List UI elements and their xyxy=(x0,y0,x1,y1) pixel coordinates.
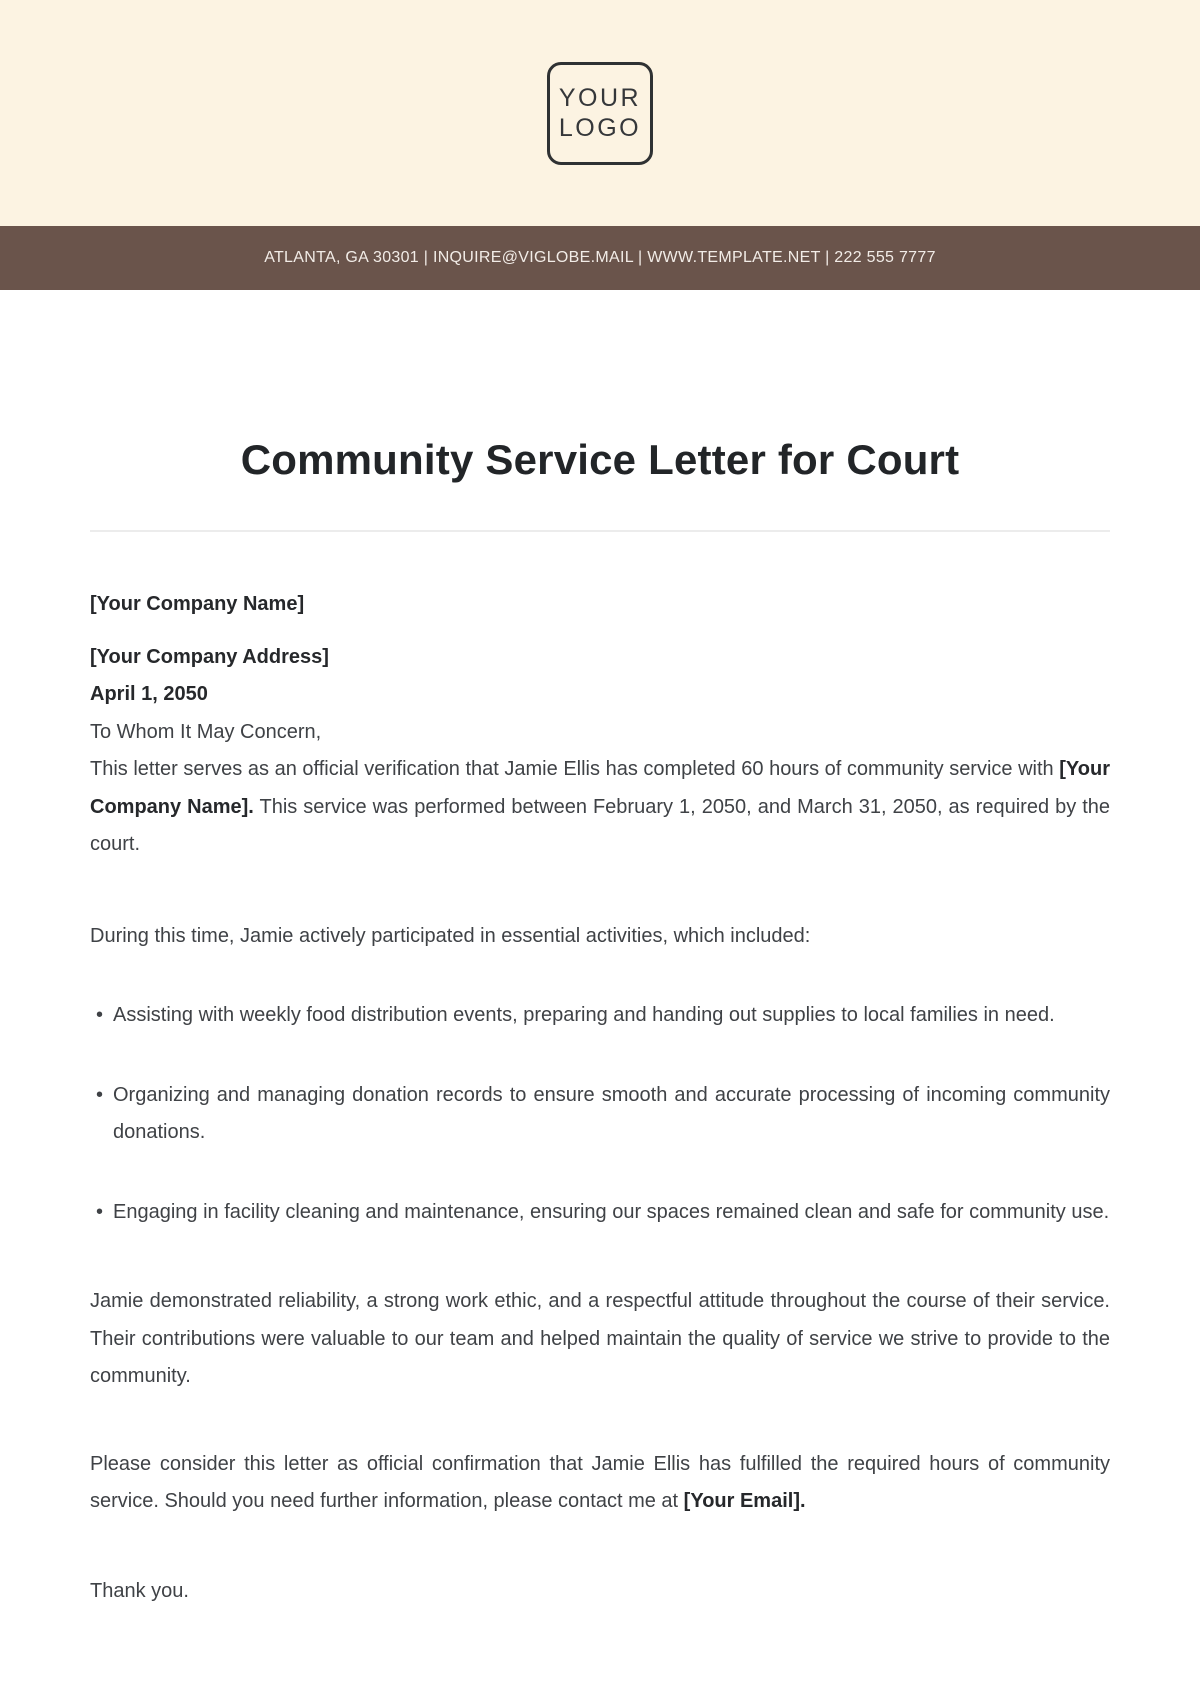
paragraph-confirmation-text: Please consider this letter as official confirmation that Jamie Ellis has fulfilled the required hours of community service. Should you need further information, please contact me at xyxy=(90,1452,1110,1512)
list-item xyxy=(90,1194,1110,1232)
logo xyxy=(547,62,653,165)
activity-item-text: Organizing and managing donation records to ensure smooth and accurate processing of incoming community donations. xyxy=(113,1083,1110,1143)
contact-info-text: ATLANTA, GA 30301 | INQUIRE@VIGLOBE.MAIL | WWW.TEMPLATE.NET | 222 555 7777 xyxy=(264,249,936,266)
paragraph-activities-intro: During this time, Jamie actively participated in essential activities, which included: xyxy=(90,924,811,947)
letter-date: April 1, 2050 xyxy=(90,683,208,705)
company-name-inline: [Your Company Name]. xyxy=(90,758,1110,818)
list-item xyxy=(90,997,1110,1035)
contact-bar xyxy=(0,226,1200,290)
paragraph-verification-text: This letter serves as an official verification that Jamie Ellis has completed 60 hours of community service with xyxy=(90,758,1060,780)
paragraph-confirmation xyxy=(90,1446,1110,1521)
page-title: Community Service Letter for Court xyxy=(240,436,960,483)
activity-item-text: Engaging in facility cleaning and maintenance, ensuring our spaces remained clean and safe for community use. xyxy=(113,1200,1110,1223)
closing-text: Thank you. xyxy=(90,1579,189,1602)
header-band xyxy=(0,0,1200,226)
logo-text-line2: LOGO xyxy=(558,114,642,142)
paragraph-verification-text-2: This service was performed between February 1, 2050, and March 31, 2050, as required by the court. xyxy=(90,795,1111,855)
list-item xyxy=(90,1077,1110,1152)
logo-text-line1: YOUR xyxy=(558,84,642,112)
email-inline: [Your Email]. xyxy=(683,1490,806,1512)
activity-item-text: Assisting with weekly food distribution events, preparing and handing out supplies to local families in need. xyxy=(113,1004,1055,1026)
letter-body xyxy=(90,586,1110,1610)
paragraph-evaluation: Jamie demonstrated reliability, a strong work ethic, and a respectful attitude throughout the course of their service. Their contributions were valuable to our team and helped maintain the quality of service we strive to provide to the community. xyxy=(90,1290,1110,1387)
activity-list xyxy=(90,997,1110,1231)
divider xyxy=(90,530,1110,532)
company-address: [Your Company Address] xyxy=(90,645,329,668)
paragraph-verification xyxy=(90,751,1110,864)
company-name: [Your Company Name] xyxy=(90,593,305,615)
salutation: To Whom It May Concern, xyxy=(90,720,322,743)
letter-content xyxy=(0,436,1200,1610)
